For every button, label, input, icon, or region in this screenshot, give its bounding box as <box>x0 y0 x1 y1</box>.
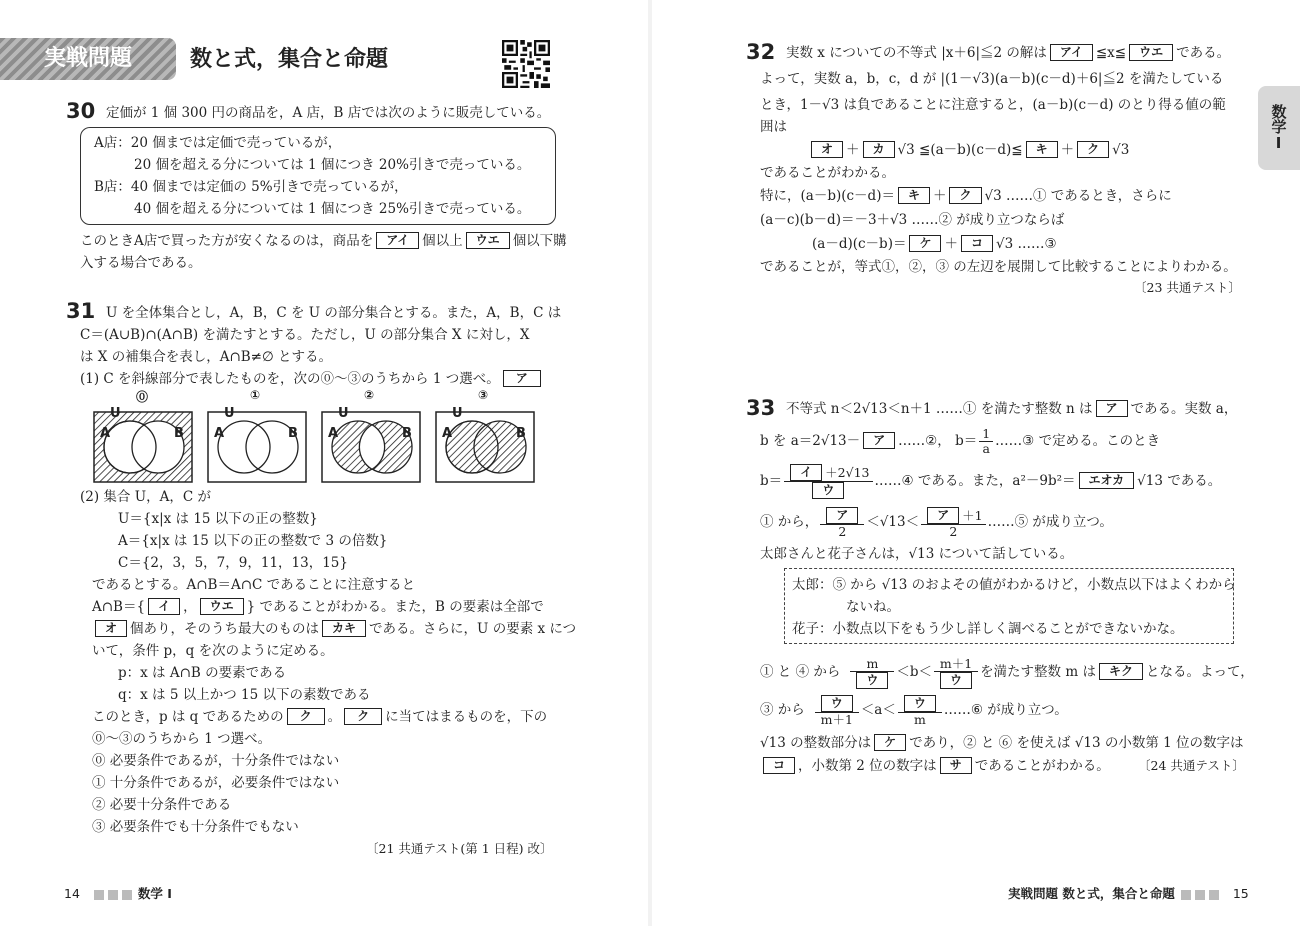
answer-box[interactable]: カキ <box>322 620 366 637</box>
text: (a－d)(c－b)＝ <box>812 236 907 252</box>
numerator <box>815 695 859 713</box>
text: 個以上 <box>422 233 463 249</box>
q31-text <box>92 620 576 638</box>
text: 。 <box>327 709 342 725</box>
source-citation: 〔24 共通テスト〕 <box>1138 758 1245 773</box>
dialogue-line: ないね。 <box>846 599 900 615</box>
q31-line: は X の補集合を表し，A∩B≠∅ とする。 <box>80 349 333 365</box>
q30-box-line: 20 個を超える分については 1 個につき 20%引きで売っている。 <box>134 157 531 173</box>
q32-line: であることが，等式①，②，③ の左辺を展開して比較することによりわかる。 <box>760 259 1237 275</box>
venn-a-label: A <box>442 426 453 441</box>
numerator: m＋1 <box>934 657 978 672</box>
answer-box[interactable]: ウエ <box>466 232 510 249</box>
answer-box[interactable]: キ <box>1026 141 1058 158</box>
q32-line: 囲は <box>760 119 787 135</box>
numerator <box>820 507 864 525</box>
text: b を a＝2√13－ <box>760 433 861 449</box>
q32-line: (a－c)(b－d)＝－3＋√3 ……② が成り立つならば <box>760 212 1065 228</box>
footer-bars-icon <box>1181 890 1219 900</box>
q31-line: U を全体集合とし，A，B，C を U の部分集合とする。また，A，B，C は <box>106 305 562 321</box>
answer-box[interactable]: キク <box>1099 663 1143 680</box>
page-number: 14 <box>64 886 80 901</box>
footer-title: 実戦問題 数と式，集合と命題 <box>1008 886 1175 901</box>
text: 実数 x についての不等式 |x＋6|≦2 の解は <box>786 45 1047 61</box>
text: ① と ④ から <box>760 664 841 680</box>
dialogue-line: 花子：小数点以下をもう少し詳しく調べることができないかな。 <box>792 621 1184 637</box>
text: A∩B＝{ <box>92 599 146 615</box>
page-number: 15 <box>1232 886 1249 901</box>
q30-question <box>80 232 567 250</box>
fraction <box>979 427 993 456</box>
section-banner: 実戦問題 <box>0 38 176 80</box>
text: √3 ……① であるとき，さらに <box>984 188 1172 204</box>
text: となる。よって， <box>1145 664 1254 680</box>
answer-box[interactable]: ア <box>826 507 858 524</box>
text: ＋1 <box>962 507 983 523</box>
text: ＋ <box>1060 142 1075 158</box>
dialogue-line: 太郎：⑤ から √13 のおよその値がわかるけど，小数点以下はよくわから <box>792 577 1236 593</box>
fraction <box>850 657 894 689</box>
q30-box-line: B店：40 個までは定価の 5%引きで売っているが， <box>94 179 408 195</box>
denominator <box>784 482 872 499</box>
denominator: 2 <box>838 523 847 539</box>
venn-a-label: A <box>328 426 339 441</box>
answer-box[interactable]: ウエ <box>200 598 244 615</box>
answer-box[interactable]: ウ <box>904 695 936 712</box>
venn-b-label: B <box>288 426 298 441</box>
answer-box[interactable]: ク <box>1077 141 1109 158</box>
text: ③ から <box>760 702 805 718</box>
text: (1) C を斜線部分で表したものを，次の⓪～③のうちから 1 つ選べ。 <box>80 371 500 387</box>
numerator: m <box>850 657 894 672</box>
denominator: m <box>913 711 926 727</box>
text: に当てはまるものを，下の <box>385 709 548 725</box>
text: 特に，(a－b)(c－d)＝ <box>760 188 895 204</box>
page-footer-left <box>64 884 172 902</box>
fraction <box>784 464 872 499</box>
q31-text <box>92 598 544 616</box>
q33-line: 太郎さんと花子さんは，√13 について話している。 <box>760 546 1074 562</box>
qr-code-icon[interactable] <box>502 40 550 88</box>
text: である。さらに，U の要素 x につ <box>369 621 577 637</box>
venn-b-label: B <box>516 426 526 441</box>
source-citation: 〔21 共通テスト(第 1 日程) 改〕 <box>366 841 553 856</box>
text: ……⑤ が成り立つ。 <box>987 514 1113 530</box>
text: ……③ で定める。このとき <box>995 433 1161 449</box>
q32-line <box>760 187 1172 205</box>
answer-box[interactable]: ア <box>863 432 895 449</box>
venn-choice-label: ② <box>364 388 375 402</box>
problem-number-31: 31 <box>66 299 96 323</box>
text: ……⑥ が成り立つ。 <box>943 702 1068 718</box>
denominator: 2 <box>949 523 958 539</box>
source-citation: 〔23 共通テスト〕 <box>1134 280 1241 295</box>
q33-line <box>760 464 1221 499</box>
q31-part1 <box>80 370 544 388</box>
answer-box[interactable]: カ <box>863 141 895 158</box>
q30-question-cont: 入する場合である。 <box>80 255 202 271</box>
set-u: U＝{x|x は 15 以下の正の整数} <box>118 511 318 527</box>
text: ＜b＜ <box>896 664 933 680</box>
q33-line <box>760 424 1160 458</box>
answer-box[interactable]: ウ <box>812 482 844 499</box>
fraction <box>898 695 942 727</box>
q31-part2: (2) 集合 U，A，C が <box>80 489 211 505</box>
answer-box[interactable]: ウ <box>821 695 853 712</box>
q32-line: とき，1－√3 は負であることに注意すると，(a－b)(c－d) のとり得る値の範 <box>760 97 1226 113</box>
text: であることがわかる。 <box>974 758 1110 774</box>
answer-box[interactable]: ク <box>287 708 325 725</box>
set-a: A＝{x|x は 15 以下の正の整数で 3 の倍数} <box>118 533 388 549</box>
q31-line: C＝(A∪B)∩(A∩B) を満たすとする。ただし，U の部分集合 X に対し，X <box>80 327 530 343</box>
q32-line: よって，実数 a，b，c，d が |(1－√3)(a－b)(c－d)＋6|≦2 を満たしている <box>760 71 1224 87</box>
q33-line <box>760 505 1113 539</box>
text: ， <box>183 599 197 615</box>
text: である。実数 a， <box>1130 401 1238 417</box>
answer-box[interactable]: ウ <box>940 672 972 689</box>
answer-box[interactable]: ウエ <box>1129 44 1173 61</box>
venn-choice-label: ① <box>250 388 261 402</box>
venn-choice-label: ③ <box>478 388 489 402</box>
answer-box[interactable]: オ <box>95 620 127 637</box>
answer-box[interactable]: ア <box>503 370 541 387</box>
option-item: ① 十分条件であるが，必要条件ではない <box>92 775 340 791</box>
q30-intro: 定価が 1 個 300 円の商品を，A 店，B 店では次のように販売している。 <box>106 105 551 121</box>
text: である。 <box>1176 45 1231 61</box>
q32-line: であることがわかる。 <box>760 165 895 181</box>
problem-number-33: 33 <box>746 396 776 420</box>
venn-u-label: U <box>452 406 463 421</box>
text: √13 である。 <box>1137 473 1222 489</box>
q31-text: であるとする。A∩B＝A∩C であることに注意すると <box>92 577 416 593</box>
numerator <box>784 464 872 482</box>
text: ……④ である。また，a²－9b²＝ <box>874 473 1076 489</box>
text: であり，② と ⑥ を使えば √13 の小数第 1 位の数字は <box>909 735 1244 751</box>
venn-b-label: B <box>174 426 184 441</box>
answer-box[interactable]: イ <box>148 598 180 615</box>
venn-u-label: U <box>110 406 121 421</box>
answer-box[interactable]: キ <box>898 187 930 204</box>
answer-box[interactable]: ケ <box>909 235 941 252</box>
venn-u-label: U <box>224 406 235 421</box>
answer-box[interactable]: アイ <box>376 232 419 249</box>
q32-range <box>808 141 1129 159</box>
venn-a-label: A <box>214 426 225 441</box>
text: ＋ <box>846 142 860 158</box>
footer-bars-icon <box>94 890 132 900</box>
text: 個あり，そのうち最大のものは <box>130 621 320 637</box>
q31-text: ⓪～③のうちから 1 つ選べ。 <box>92 731 272 747</box>
answer-box[interactable]: ケ <box>874 734 906 751</box>
answer-box[interactable]: オ <box>811 141 843 158</box>
text: を満たす整数 m は <box>980 664 1096 680</box>
text: √13 の整数部分は <box>760 735 872 751</box>
q33-line <box>760 757 1110 775</box>
q32-line <box>786 44 1230 62</box>
q30-box-line: A店：20 個までは定価で売っているが， <box>94 135 342 151</box>
answer-box[interactable]: コ <box>763 757 795 774</box>
fraction <box>934 657 978 689</box>
text: 不等式 n＜2√13＜n＋1 ……① を満たす整数 n は <box>786 401 1093 417</box>
condition-q: q：x は 5 以上かつ 15 以下の素数である <box>118 687 371 703</box>
answer-box[interactable]: サ <box>940 757 972 774</box>
text: ＋2√13 <box>825 465 870 480</box>
q33-line <box>786 400 1237 418</box>
denominator: m＋1 <box>820 711 853 727</box>
right-page <box>652 0 1300 926</box>
fraction <box>815 695 859 727</box>
section-title: 数と式，集合と命題 <box>190 47 389 72</box>
option-item: ② 必要十分条件である <box>92 797 232 813</box>
venn-choice-label: ⓪ <box>136 390 149 404</box>
page-footer-right <box>1008 884 1249 902</box>
text: このとき，p は q であるための <box>92 709 284 725</box>
option-item: ③ 必要条件でも十分条件でもない <box>92 819 299 835</box>
text: このときA店で買った方が安くなるのは，商品を <box>80 233 374 249</box>
text: √3 ……③ <box>996 236 1057 252</box>
numerator: 1 <box>979 427 993 442</box>
answer-box[interactable]: ア <box>1096 400 1128 417</box>
text: √3 ≦(a－b)(c－d)≦ <box>897 142 1023 158</box>
q33-line <box>760 654 1254 690</box>
denominator <box>934 672 978 689</box>
text: ＜a＜ <box>860 702 896 718</box>
answer-box[interactable]: エオカ <box>1079 472 1135 489</box>
text: √3 <box>1112 142 1130 158</box>
text: ＋ <box>944 236 958 252</box>
problem-number-32: 32 <box>746 40 776 64</box>
answer-box[interactable]: イ <box>790 464 822 481</box>
venn-u-label: U <box>338 406 349 421</box>
subject-side-tab[interactable]: 数学Ⅰ <box>1258 86 1300 170</box>
answer-box[interactable]: コ <box>961 235 993 252</box>
fraction <box>921 507 985 539</box>
answer-box[interactable]: アイ <box>1050 44 1093 61</box>
text: ……②， b＝ <box>898 433 978 449</box>
text: } であることがわかる。また，B の要素は全部で <box>246 599 544 615</box>
problem-number-30: 30 <box>66 99 96 123</box>
text: 個以下購 <box>512 233 567 249</box>
option-item: ⓪ 必要条件であるが，十分条件ではない <box>92 753 340 769</box>
text: ，小数第 2 位の数字は <box>798 758 937 774</box>
text: ① から， <box>760 514 819 530</box>
text: ＜√13＜ <box>866 514 920 530</box>
q33-line <box>760 734 1244 752</box>
answer-box[interactable]: ア <box>927 507 959 524</box>
q33-line <box>760 692 1068 728</box>
venn-a-label: A <box>100 426 111 441</box>
q31-text: いて，条件 p，q を次のように定める。 <box>92 643 334 659</box>
answer-box[interactable]: ク <box>949 187 981 204</box>
answer-box[interactable]: ク <box>344 708 382 725</box>
q30-box-line: 40 個を超える分については 1 個につき 25%引きで売っている。 <box>134 201 531 217</box>
q32-line <box>812 235 1057 253</box>
text: b＝ <box>760 473 783 489</box>
denominator <box>850 672 894 689</box>
answer-box[interactable]: ウ <box>856 672 888 689</box>
set-c: C＝{2，3，5，7，9，11，13，15} <box>118 555 348 571</box>
q31-text <box>92 708 547 726</box>
numerator <box>898 695 942 713</box>
left-page <box>0 0 648 926</box>
footer-subject: 数学 I <box>137 886 172 901</box>
text: ≦x≦ <box>1095 45 1127 61</box>
fraction <box>820 507 864 539</box>
text: ＋ <box>932 188 947 204</box>
condition-p: p：x は A∩B の要素である <box>118 665 287 681</box>
venn-b-label: B <box>402 426 412 441</box>
numerator <box>921 507 985 525</box>
denominator: a <box>982 441 990 456</box>
